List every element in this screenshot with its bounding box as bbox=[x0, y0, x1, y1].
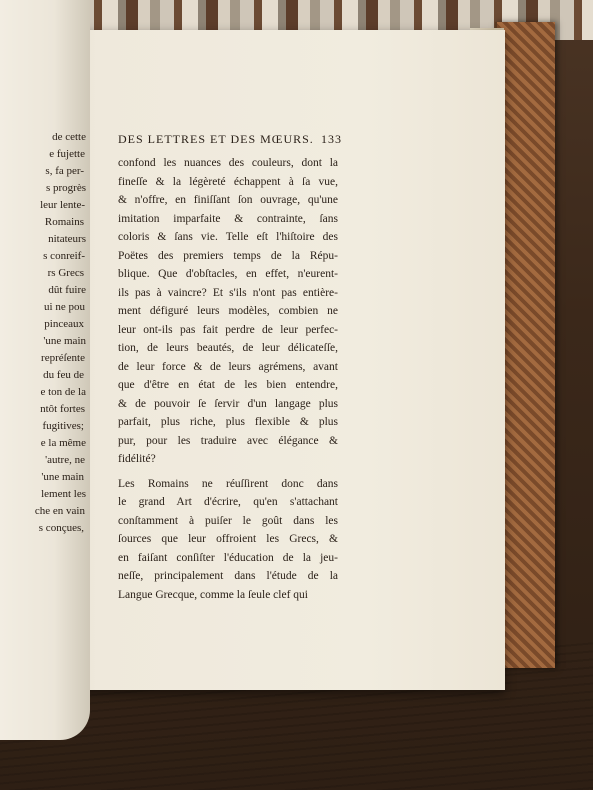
text-line: conſtamment à puiſer le goût dans les bbox=[118, 514, 338, 527]
running-head bbox=[118, 132, 342, 147]
left-page-line: du feu de bbox=[43, 369, 84, 381]
text-line: Langue Grecque, comme la ſeule clef qui bbox=[118, 588, 308, 601]
left-page-line: e la même bbox=[40, 437, 86, 449]
text-line: imitation imparfaite & contrainte, ſans bbox=[118, 212, 338, 225]
text-line: tion, de leurs beautés, de leur délicateſſe, bbox=[118, 342, 338, 354]
left-page-line: che en vain bbox=[34, 505, 85, 517]
left-page-line: s conçues, bbox=[38, 522, 84, 534]
left-page-line: Romains bbox=[44, 216, 84, 228]
text-line: confond les nuances des couleurs, dont la bbox=[118, 157, 338, 169]
left-page-line: s progrès bbox=[45, 182, 86, 194]
body-text bbox=[118, 154, 338, 604]
text-line: en faiſant conſiſter l'éducation de la jeu- bbox=[118, 551, 338, 564]
left-page-line: pinceaux bbox=[44, 318, 84, 330]
text-line: blique. Que d'obſtacles, en effet, n'eurent- bbox=[118, 268, 338, 280]
page-number: 133 bbox=[321, 132, 342, 146]
running-head-title: DES LETTRES ET DES MŒURS. bbox=[118, 132, 314, 146]
text-line: ils pas à vaincre? Et s'ils n'ont pas entière- bbox=[118, 286, 338, 299]
left-page-line: repréſente bbox=[41, 352, 85, 364]
left-page-line: 'autre, ne bbox=[45, 454, 85, 466]
text-line: que d'être en état de les bien entendre, bbox=[118, 379, 338, 391]
left-page-line: nitateurs bbox=[48, 233, 86, 245]
left-page-line: ui ne pou bbox=[44, 301, 85, 313]
text-line: coloris & ſans vie. Telle eſt l'hiſtoire des bbox=[118, 231, 338, 243]
text-line: & n'offre, en finiſſant ſon ouvrage, qu'une bbox=[118, 194, 338, 206]
left-page-line: s conreif- bbox=[43, 250, 85, 262]
text-line: pur, pour les traduire avec élégance & bbox=[118, 434, 338, 447]
text-line: de leur force & de leurs agrémens, avant bbox=[118, 360, 338, 373]
left-page-line: ntôt fortes bbox=[40, 403, 85, 415]
text-line: Les Romains ne réuſſirent donc dans bbox=[118, 477, 338, 490]
left-page-line: s, fa per- bbox=[45, 165, 84, 177]
left-page-line: fugitives; bbox=[42, 420, 84, 432]
left-page-line: lement les bbox=[41, 488, 86, 500]
left-page-line: e fujette bbox=[49, 148, 85, 160]
text-line: neſſe, principalement dans l'étude de la bbox=[118, 570, 338, 582]
text-line: leur ont-ils pas fait perdre de leur perfec- bbox=[118, 323, 338, 336]
left-page-line: 'une main bbox=[43, 335, 86, 347]
text-line: parfait, plus riche, plus flexible & plus bbox=[118, 416, 338, 428]
left-page-line: dût fuire bbox=[48, 284, 86, 296]
left-page bbox=[0, 0, 90, 740]
left-page-line: rs Grecs bbox=[47, 267, 84, 279]
text-line: Poëtes des premiers temps de la Répu- bbox=[118, 249, 338, 262]
text-line: & de pouvoir ſe ſervir d'un langage plus bbox=[118, 397, 338, 410]
left-page-line: e ton de la bbox=[40, 386, 86, 398]
text-line: le grand Art d'écrire, qu'en s'attachant bbox=[118, 496, 338, 508]
text-line: fidélité? bbox=[118, 453, 156, 465]
text-line: fineſſe & la légèreté échappent à ſa vue, bbox=[118, 175, 338, 188]
text-line: ſources que leur offroient les Grecs, & bbox=[118, 533, 338, 545]
left-page-line: de cette bbox=[52, 131, 86, 143]
text-line: ment défiguré leurs modèles, combien ne bbox=[118, 305, 338, 317]
left-page-line: 'une main bbox=[41, 471, 84, 483]
left-page-line: leur lente- bbox=[40, 199, 85, 211]
